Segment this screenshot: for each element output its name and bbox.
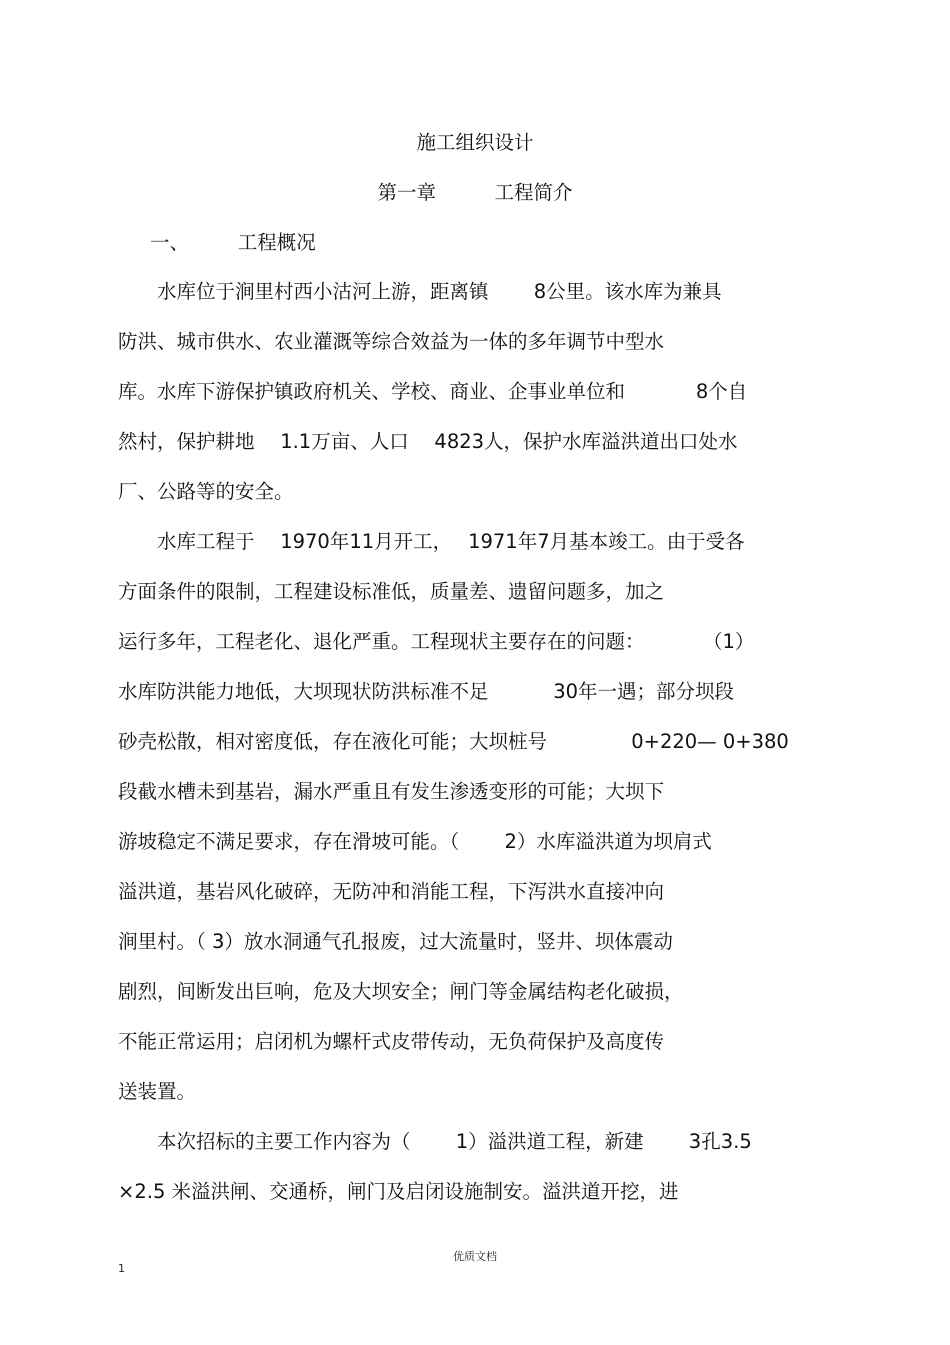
body-line: 然村，保护耕地 1.1万亩、人口 4823人，保护水库溢洪道出口处水 — [118, 430, 738, 453]
chapter-heading: 第一章 工程简介 — [377, 181, 573, 204]
body-line: 方面条件的限制，工程建设标准低，质量差、遗留问题多，加之 — [118, 580, 665, 603]
body-line: 游坡稳定不满足要求，存在滑坡可能。（ 2）水库溢洪道为坝肩式 — [118, 830, 712, 853]
body-line: 水库位于涧里村西小沽河上游，距离镇 8公里。该水库为兼具 — [118, 280, 722, 303]
body-line: 库。水库下游保护镇政府机关、学校、商业、企事业单位和 8个自 — [118, 380, 748, 403]
section-heading: 一、 工程概况 — [150, 231, 316, 254]
document-title: 施工组织设计 — [416, 131, 534, 154]
body-line: ×2.5 米溢洪闸、交通桥，闸门及启闭设施制安。溢洪道开挖，进 — [118, 1180, 679, 1203]
body-line: 剧烈，间断发出巨响，危及大坝安全；闸门等金属结构老化破损， — [118, 980, 684, 1003]
body-line: 段截水槽未到基岩，漏水严重且有发生渗透变形的可能；大坝下 — [118, 780, 665, 803]
body-line: 涧里村。（ 3）放水洞通气孔报废，过大流量时，竖井、坝体震动 — [118, 930, 673, 953]
page-number: 1 — [118, 1262, 125, 1275]
body-line: 砂壳松散，相对密度低，存在液化可能；大坝桩号 0+220— 0+380 — [118, 730, 789, 753]
body-line: 厂、公路等的安全。 — [118, 480, 294, 503]
body-line: 送装置。 — [118, 1080, 197, 1103]
footer-label: 优质文档 — [453, 1250, 497, 1263]
body-line: 水库防洪能力地低，大坝现状防洪标准不足 30年一遇；部分坝段 — [118, 680, 735, 703]
body-line: 本次招标的主要工作内容为（ 1）溢洪道工程，新建 3孔3.5 — [118, 1130, 752, 1153]
body-line: 溢洪道，基岩风化破碎，无防冲和消能工程，下泻洪水直接冲向 — [118, 880, 665, 903]
body-line: 水库工程于 1970年11月开工， 1971年7月基本竣工。由于受各 — [118, 530, 745, 553]
body-line: 运行多年，工程老化、退化严重。工程现状主要存在的问题： （1） — [118, 630, 755, 653]
body-line: 不能正常运用；启闭机为螺杆式皮带传动，无负荷保护及高度传 — [118, 1030, 665, 1053]
body-line: 防洪、城市供水、农业灌溉等综合效益为一体的多年调节中型水 — [118, 330, 665, 353]
